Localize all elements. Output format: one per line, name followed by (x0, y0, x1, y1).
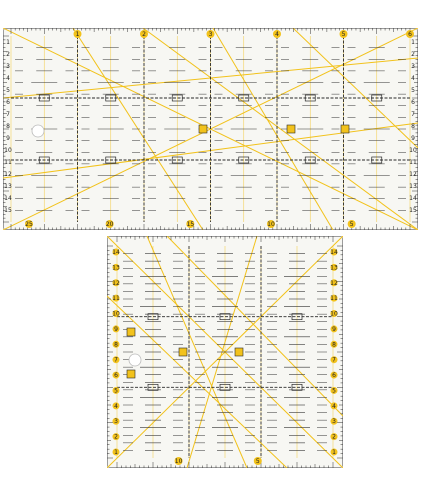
right-label: 10 (330, 310, 338, 318)
top-label: 2 (142, 31, 146, 38)
bottom-label: 10 (267, 221, 275, 228)
yellow-marker (287, 125, 295, 133)
yellow-marker (341, 125, 349, 133)
right-label: 4 (411, 75, 415, 82)
yellow-marker (199, 125, 207, 133)
large-quilting-ruler (3, 28, 418, 230)
bottom-label: 25 (25, 221, 33, 228)
left-label: 5 (6, 87, 10, 94)
top-label: 5 (341, 31, 346, 38)
right-label: 12 (409, 171, 417, 178)
right-label: 12 (330, 279, 338, 287)
right-label: 6 (411, 99, 415, 106)
right-label: 2 (332, 433, 336, 441)
right-label: 13 (330, 264, 338, 272)
left-label: 2 (6, 51, 10, 58)
left-label: 1 (114, 449, 118, 456)
top-label: 4 (275, 31, 279, 38)
right-label: 9 (411, 135, 415, 142)
right-label: 1 (332, 449, 336, 456)
right-label: 4 (332, 402, 336, 410)
right-label: 14 (330, 249, 338, 256)
top-label: 3 (208, 31, 213, 38)
left-label: 6 (114, 372, 118, 380)
left-label: 14 (112, 249, 120, 256)
left-label: 13 (4, 183, 12, 190)
left-label: 7 (114, 356, 118, 364)
left-label: 4 (6, 75, 10, 82)
right-label: 1 (411, 39, 415, 46)
hanging-hole (32, 125, 44, 137)
left-label: 12 (112, 279, 120, 287)
right-label: 3 (411, 63, 415, 70)
right-label: 13 (409, 183, 417, 190)
right-label: 11 (409, 159, 417, 166)
yellow-marker (127, 328, 135, 336)
right-label: 2 (411, 51, 415, 58)
left-label: 7 (6, 111, 10, 118)
left-label: 15 (4, 207, 12, 214)
left-label: 1 (6, 39, 10, 46)
top-label: 6 (408, 31, 412, 38)
left-label: 3 (114, 418, 118, 426)
left-label: 12 (4, 171, 12, 178)
right-label: 10 (409, 147, 417, 154)
bottom-label: 20 (105, 221, 114, 228)
left-label: 13 (112, 264, 120, 272)
right-label: 15 (409, 207, 417, 214)
top-label: 1 (75, 31, 80, 38)
hanging-hole (129, 354, 141, 366)
yellow-marker (127, 370, 135, 378)
bottom-label: 15 (186, 221, 195, 228)
right-label: 9 (332, 325, 336, 333)
right-label: 3 (332, 418, 336, 426)
bottom-label: 5 (255, 458, 260, 465)
left-label: 4 (114, 402, 118, 410)
left-label: 8 (6, 123, 10, 130)
left-label: 14 (4, 195, 12, 202)
right-label: 5 (411, 87, 415, 94)
left-label: 9 (114, 325, 118, 333)
left-label: 10 (112, 310, 120, 318)
yellow-marker (179, 348, 187, 356)
left-label: 10 (4, 147, 12, 154)
right-label: 7 (332, 356, 336, 364)
left-label: 6 (6, 99, 10, 106)
bottom-label: 5 (349, 221, 354, 228)
left-label: 8 (114, 341, 118, 349)
right-label: 8 (332, 341, 336, 349)
right-label: 6 (332, 372, 336, 380)
left-label: 9 (6, 135, 10, 142)
bottom-label: 10 (174, 458, 183, 465)
right-label: 14 (409, 195, 417, 202)
yellow-marker (235, 348, 243, 356)
small-quilting-ruler (107, 236, 343, 468)
right-label: 7 (411, 111, 415, 118)
left-label: 3 (6, 63, 10, 70)
left-label: 11 (4, 159, 12, 166)
left-label: 5 (114, 387, 118, 395)
right-label: 5 (332, 387, 336, 395)
left-label: 2 (114, 433, 118, 441)
left-label: 11 (112, 295, 120, 303)
right-label: 8 (411, 123, 415, 130)
right-label: 11 (330, 295, 338, 303)
